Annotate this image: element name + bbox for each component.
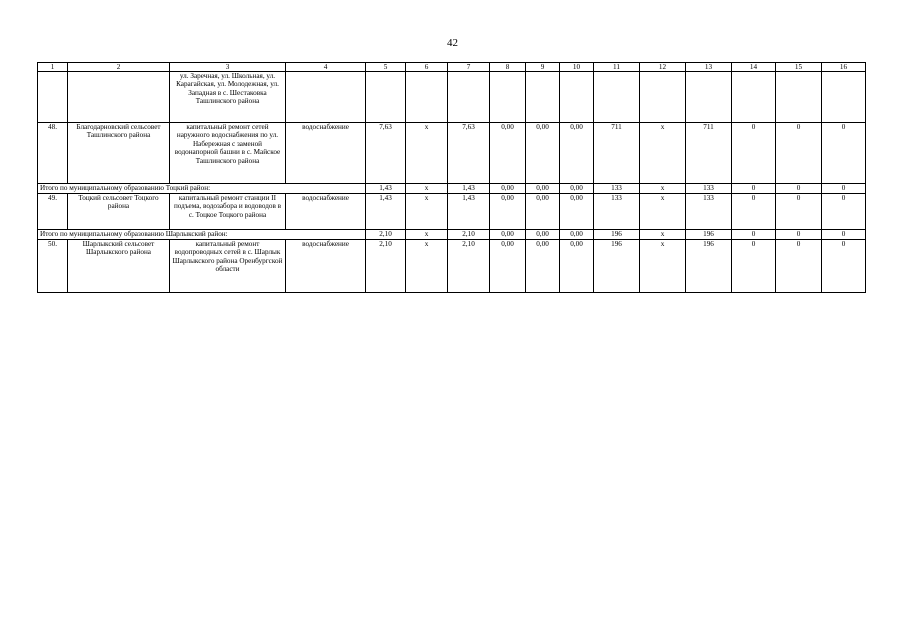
table-cell: х bbox=[640, 194, 686, 230]
subtotal-cell: 0,00 bbox=[490, 230, 526, 240]
subtotal-cell: 133 bbox=[594, 184, 640, 194]
cell-empty bbox=[686, 72, 732, 123]
subtotal-label: Итого по муниципальному образованию Тоцкий район: bbox=[38, 184, 366, 194]
table-cell: 0,00 bbox=[526, 240, 560, 293]
table-cell: капитальный ремонт сетей наружного водоснабжения по ул. Набережная с заменой водонапорной башни в с. Майское Ташлинского района bbox=[170, 123, 286, 184]
subtotal-cell: 0,00 bbox=[560, 184, 594, 194]
table-cell: 133 bbox=[594, 194, 640, 230]
table-cell: 7,63 bbox=[448, 123, 490, 184]
subtotal-cell: 196 bbox=[686, 230, 732, 240]
subtotal-cell: 2,10 bbox=[448, 230, 490, 240]
cell-empty bbox=[560, 72, 594, 123]
table-cell: 7,63 bbox=[366, 123, 406, 184]
table-cell: водоснабжение bbox=[286, 194, 366, 230]
table-cell: 711 bbox=[594, 123, 640, 184]
column-number-header: 11 bbox=[594, 63, 640, 72]
subtotal-cell: х bbox=[406, 230, 448, 240]
subtotal-cell: 0,00 bbox=[560, 230, 594, 240]
page-number: 42 bbox=[447, 37, 458, 49]
subtotal-label: Итого по муниципальному образованию Шарлыкский район: bbox=[38, 230, 366, 240]
table-cell: 1,43 bbox=[448, 194, 490, 230]
subtotal-cell: х bbox=[406, 184, 448, 194]
table-cell: водоснабжение bbox=[286, 240, 366, 293]
column-number-header: 1 bbox=[38, 63, 68, 72]
cell-empty bbox=[448, 72, 490, 123]
column-number-header: 4 bbox=[286, 63, 366, 72]
cell-empty bbox=[776, 72, 822, 123]
table-row bbox=[38, 240, 866, 293]
subtotal-cell: 1,43 bbox=[448, 184, 490, 194]
table-cell: 2,10 bbox=[448, 240, 490, 293]
table-cell: капитальный ремонт водопроводных сетей в с. Шарлык Шарлыкского района Оренбургской области bbox=[170, 240, 286, 293]
table-cell: 0,00 bbox=[526, 194, 560, 230]
table-cell: Благодарновский сельсовет Ташлинского района bbox=[68, 123, 170, 184]
subtotal-cell: 0 bbox=[822, 184, 866, 194]
column-number-header: 15 bbox=[776, 63, 822, 72]
cell-empty bbox=[366, 72, 406, 123]
subtotal-cell: 196 bbox=[594, 230, 640, 240]
subtotal-cell: 0,00 bbox=[490, 184, 526, 194]
column-number-header: 2 bbox=[68, 63, 170, 72]
table-cell: водоснабжение bbox=[286, 123, 366, 184]
table-cell: х bbox=[406, 123, 448, 184]
table-cell: х bbox=[640, 123, 686, 184]
column-number-header: 14 bbox=[732, 63, 776, 72]
table-cell: 0,00 bbox=[490, 240, 526, 293]
table-cell: 0 bbox=[822, 240, 866, 293]
subtotal-cell: х bbox=[640, 184, 686, 194]
table-cell: 0,00 bbox=[526, 123, 560, 184]
table-cell: х bbox=[406, 194, 448, 230]
column-number-header: 16 bbox=[822, 63, 866, 72]
table-cell: 0,00 bbox=[560, 194, 594, 230]
cell-empty bbox=[594, 72, 640, 123]
table-row bbox=[38, 123, 866, 184]
data-table bbox=[37, 62, 866, 293]
table-cell: Шарлыкский сельсовет Шарлыкского района bbox=[68, 240, 170, 293]
table-cell: 133 bbox=[686, 194, 732, 230]
column-number-header: 5 bbox=[366, 63, 406, 72]
table-row bbox=[38, 194, 866, 230]
table-cell: 50. bbox=[38, 240, 68, 293]
subtotal-cell: 0 bbox=[732, 230, 776, 240]
column-number-header: 8 bbox=[490, 63, 526, 72]
table-cell: 2,10 bbox=[366, 240, 406, 293]
cell-empty bbox=[406, 72, 448, 123]
table-cell: 0 bbox=[822, 194, 866, 230]
column-number-header: 9 bbox=[526, 63, 560, 72]
table-cell: 0 bbox=[732, 123, 776, 184]
subtotal-row bbox=[38, 184, 866, 194]
subtotal-cell: 0,00 bbox=[526, 184, 560, 194]
subtotal-cell: 2,10 bbox=[366, 230, 406, 240]
column-number-row bbox=[38, 63, 866, 72]
table-cell: 0 bbox=[732, 240, 776, 293]
table-cell: 1,43 bbox=[366, 194, 406, 230]
column-number-header: 12 bbox=[640, 63, 686, 72]
subtotal-cell: 0,00 bbox=[526, 230, 560, 240]
cell-empty bbox=[526, 72, 560, 123]
table-cell: капитальный ремонт станции II подъема, водозабора и водоводов в с. Тоцкое Тоцкого района bbox=[170, 194, 286, 230]
subtotal-cell: 1,43 bbox=[366, 184, 406, 194]
subtotal-row bbox=[38, 230, 866, 240]
subtotal-cell: 0 bbox=[776, 184, 822, 194]
cell-col2 bbox=[68, 72, 170, 123]
table-cell: 48. bbox=[38, 123, 68, 184]
subtotal-cell: 0 bbox=[822, 230, 866, 240]
table-cell: 0 bbox=[776, 123, 822, 184]
table-cell: Тоцкий сельсовет Тоцкого района bbox=[68, 194, 170, 230]
column-number-header: 7 bbox=[448, 63, 490, 72]
table-cell: 711 bbox=[686, 123, 732, 184]
subtotal-cell: х bbox=[640, 230, 686, 240]
table-cell: 0,00 bbox=[560, 240, 594, 293]
table-cell: 0,00 bbox=[490, 123, 526, 184]
column-number-header: 10 bbox=[560, 63, 594, 72]
cell-empty bbox=[732, 72, 776, 123]
continuation-row bbox=[38, 72, 866, 123]
column-number-header: 6 bbox=[406, 63, 448, 72]
table-cell: х bbox=[406, 240, 448, 293]
table-cell: х bbox=[640, 240, 686, 293]
cell-empty bbox=[822, 72, 866, 123]
cell-empty bbox=[640, 72, 686, 123]
table-cell: 0 bbox=[776, 240, 822, 293]
table-cell: 0,00 bbox=[560, 123, 594, 184]
cell-empty bbox=[490, 72, 526, 123]
table-cell: 196 bbox=[594, 240, 640, 293]
subtotal-cell: 133 bbox=[686, 184, 732, 194]
column-number-header: 13 bbox=[686, 63, 732, 72]
table-cell: 0 bbox=[732, 194, 776, 230]
subtotal-cell: 0 bbox=[776, 230, 822, 240]
column-number-header: 3 bbox=[170, 63, 286, 72]
table-cell: 196 bbox=[686, 240, 732, 293]
cell-col1 bbox=[38, 72, 68, 123]
table-cell: 0 bbox=[822, 123, 866, 184]
subtotal-cell: 0 bbox=[732, 184, 776, 194]
cell-col4 bbox=[286, 72, 366, 123]
table-cell: 0 bbox=[776, 194, 822, 230]
table-cell: 49. bbox=[38, 194, 68, 230]
table-cell: 0,00 bbox=[490, 194, 526, 230]
cell-col3-continued: ул. Заречная, ул. Школьная, ул. Карагайская, ул. Молодежная, ул. Западная в с. Шестаковка Ташлинского района bbox=[170, 72, 286, 123]
